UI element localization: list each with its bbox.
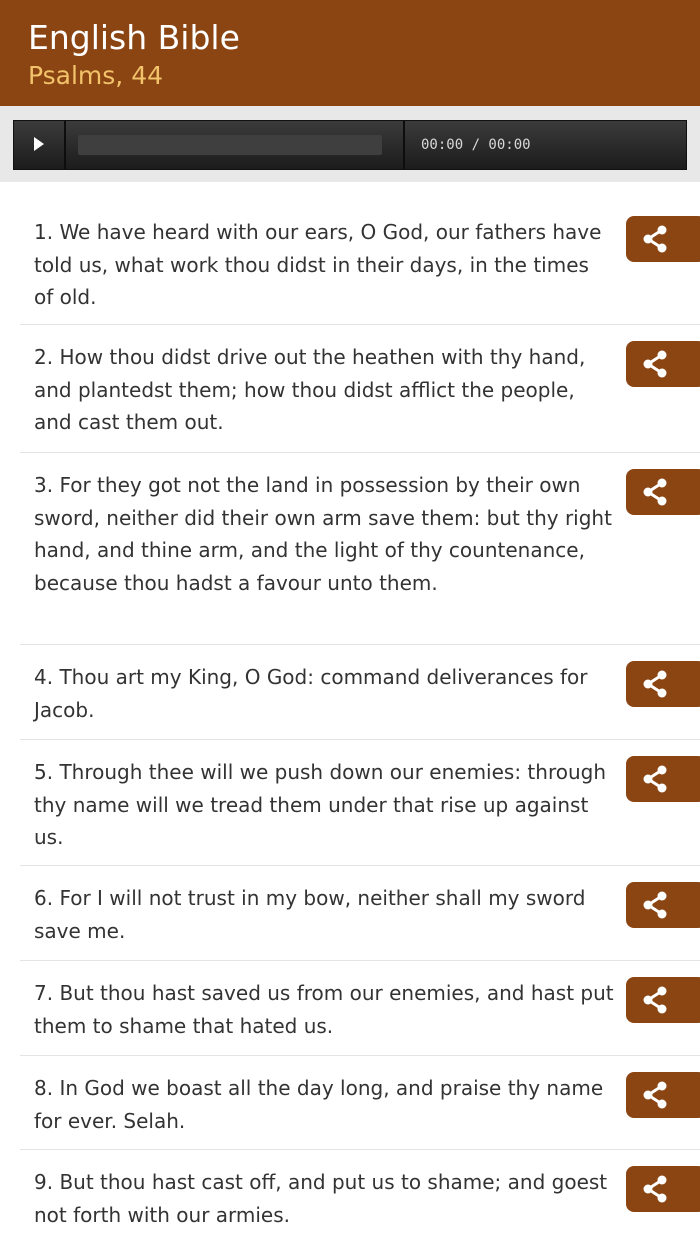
verse-item (20, 1150, 700, 1244)
share-icon (640, 477, 670, 507)
share-button[interactable] (626, 341, 700, 387)
share-button[interactable] (626, 661, 700, 707)
share-icon (640, 1080, 670, 1110)
share-icon (640, 669, 670, 699)
progress-slider[interactable] (78, 135, 382, 155)
chapter-subtitle: Psalms, 44 (28, 61, 164, 90)
share-button[interactable] (626, 977, 700, 1023)
verse-item (20, 200, 700, 325)
verse-text: 8. In God we boast all the day long, and praise thy name for ever. Selah. (34, 1076, 604, 1133)
share-icon (640, 985, 670, 1015)
player-divider (403, 121, 405, 169)
verse-item (20, 740, 700, 866)
audio-player (13, 120, 687, 170)
verse-text: 3. For they got not the land in possession by their own sword, neither did their own arm save them: but thy right hand, and thine arm, and the light of thy countenance, because thou hadst a favour unto them. (34, 473, 612, 595)
verse-text: 7. But thou hast saved us from our enemies, and hast put them to shame that hated us. (34, 981, 614, 1038)
verse-item (20, 1056, 700, 1150)
verse-text: 1. We have heard with our ears, O God, our fathers have told us, what work thou didst in their days, in the times of old. (34, 220, 602, 309)
play-button[interactable] (14, 121, 66, 169)
verse-text: 9. But thou hast cast off, and put us to shame; and goest not forth with our armies. (34, 1170, 608, 1227)
time-display: 00:00 / 00:00 (421, 137, 531, 153)
verse-text: 6. For I will not trust in my bow, neither shall my sword save me. (34, 886, 586, 943)
verse-item (20, 453, 700, 645)
verse-text: 5. Through thee will we push down our enemies: through thy name will we tread them under that rise up against us. (34, 760, 607, 849)
share-icon (640, 1174, 670, 1204)
verse-item (20, 325, 700, 453)
share-button[interactable] (626, 1072, 700, 1118)
share-icon (640, 224, 670, 254)
share-icon (640, 764, 670, 794)
verse-text: 2. How thou didst drive out the heathen with thy hand, and plantedst them; how thou didst afflict the people, and cast them out. (34, 345, 586, 434)
verse-item (20, 645, 700, 740)
share-button[interactable] (626, 882, 700, 928)
share-button[interactable] (626, 1166, 700, 1212)
app-title: English Bible (28, 18, 240, 57)
share-icon (640, 349, 670, 379)
share-button[interactable] (626, 216, 700, 262)
verse-item (20, 866, 700, 961)
verse-text: 4. Thou art my King, O God: command deliverances for Jacob. (34, 665, 588, 722)
share-button[interactable] (626, 756, 700, 802)
share-button[interactable] (626, 469, 700, 515)
app-header (0, 0, 700, 106)
play-icon (34, 137, 44, 151)
share-icon (640, 890, 670, 920)
verse-item (20, 961, 700, 1056)
